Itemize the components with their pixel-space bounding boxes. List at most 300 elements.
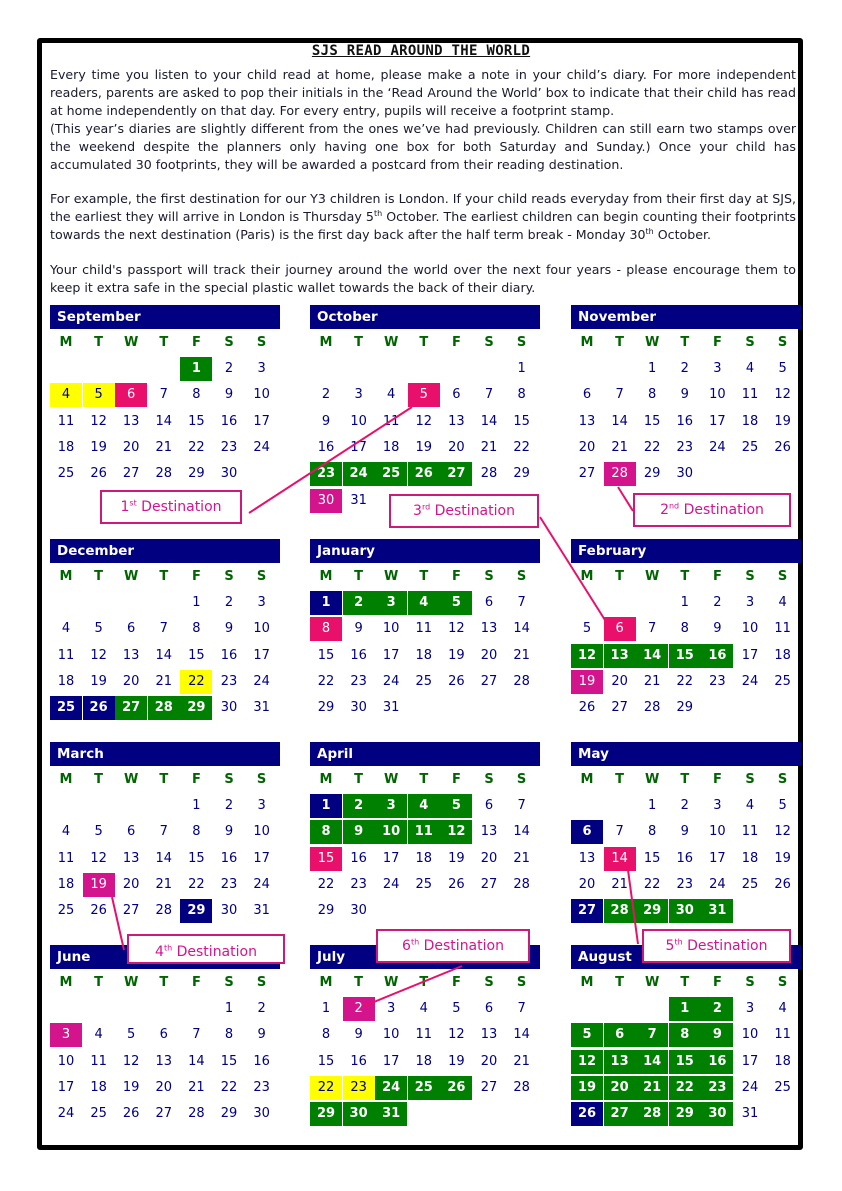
calendar-day: 27 xyxy=(122,466,140,482)
calendar-day: 16 xyxy=(350,1053,367,1069)
weekday-label: M xyxy=(319,335,333,350)
calendar-day: 8 xyxy=(648,387,657,403)
calendar-day: 4 xyxy=(408,794,440,818)
calendar-day: 26 xyxy=(774,439,791,455)
calendar-day: 31 xyxy=(741,1106,759,1122)
weekday-label: S xyxy=(516,975,527,990)
calendar-day: 15 xyxy=(643,850,661,866)
calendar-day: 24 xyxy=(343,462,375,486)
month-header: February xyxy=(571,539,801,563)
calendar-day: 4 xyxy=(778,595,787,610)
calendar-day: 16 xyxy=(701,1050,733,1074)
calendar-day: 13 xyxy=(122,647,140,663)
weekday-label: T xyxy=(159,569,169,584)
calendar-day: 5 xyxy=(440,591,472,615)
calendar-day: 27 xyxy=(571,899,603,923)
calendar-day: 4 xyxy=(61,824,71,840)
calendar-day: 14 xyxy=(636,644,668,668)
calendar-day: 25 xyxy=(415,673,433,689)
weekday-label: S xyxy=(516,335,527,350)
calendar-day: 30 xyxy=(310,489,342,513)
weekday-label: T xyxy=(615,772,625,787)
calendar-day: 23 xyxy=(676,439,694,455)
calendar-day: 20 xyxy=(480,850,498,866)
calendar-day: 31 xyxy=(701,899,733,923)
calendar-day: 5 xyxy=(94,824,103,840)
calendar-day: 7 xyxy=(648,621,657,637)
calendar-day: 21 xyxy=(480,439,498,455)
calendar-day: 3 xyxy=(375,591,407,615)
calendar-day: 17 xyxy=(253,413,270,429)
calendar-day: 15 xyxy=(310,847,342,871)
calendar-day: 30 xyxy=(220,700,238,716)
calendar-day: 11 xyxy=(415,1027,433,1043)
calendar-day: 8 xyxy=(192,824,201,840)
calendar-day: 21 xyxy=(513,647,530,663)
calendar-day: 8 xyxy=(310,820,342,844)
calendar-day: 18 xyxy=(415,1053,433,1069)
calendar-day: 25 xyxy=(50,696,82,720)
calendar-day: 20 xyxy=(122,876,140,892)
calendar-day: 6 xyxy=(582,387,592,403)
calendar-day: 17 xyxy=(741,647,759,663)
calendar-day: 10 xyxy=(350,413,367,429)
calendar-day: 7 xyxy=(192,1027,201,1043)
calendar-day: 28 xyxy=(155,466,173,482)
calendar-day: 24 xyxy=(375,1076,407,1100)
destination-3-label: 3rd Destination xyxy=(389,494,539,528)
calendar-day: 24 xyxy=(57,1106,75,1122)
month-october xyxy=(310,305,540,520)
calendar-day: 25 xyxy=(375,462,407,486)
calendar-day: 10 xyxy=(253,824,270,840)
month-november xyxy=(571,305,801,520)
calendar-day: 20 xyxy=(604,1076,636,1100)
calendar-day: 2 xyxy=(321,387,331,403)
calendar-day: 4 xyxy=(94,1027,103,1043)
calendar-day: 8 xyxy=(310,617,342,641)
weekday-label: S xyxy=(745,772,755,787)
calendar-day: 12 xyxy=(415,413,433,429)
calendar-day: 4 xyxy=(50,383,82,407)
calendar-day: 9 xyxy=(257,1027,266,1043)
calendar-day: 21 xyxy=(513,1053,530,1069)
calendar-day: 7 xyxy=(615,387,624,403)
calendar-day: 28 xyxy=(148,696,180,720)
weekday-label: T xyxy=(680,569,690,584)
calendar-day: 26 xyxy=(448,673,465,689)
calendar-day: 12 xyxy=(571,1050,603,1074)
weekday-label: M xyxy=(59,772,73,787)
calendar-day: 10 xyxy=(382,1027,400,1043)
calendar-day: 18 xyxy=(774,1053,791,1069)
calendar-day: 9 xyxy=(680,824,689,840)
calendar-day: 4 xyxy=(745,798,755,813)
calendar-day: 7 xyxy=(484,387,494,403)
calendar-day: 4 xyxy=(61,621,71,637)
calendar-day: 22 xyxy=(310,1076,342,1100)
weekday-label: M xyxy=(59,975,73,990)
weekday-label: S xyxy=(224,975,234,990)
weekday-label: M xyxy=(319,975,333,990)
calendar-day: 17 xyxy=(253,850,270,866)
calendar-day: 2 xyxy=(713,595,722,610)
weekday-label: S xyxy=(256,975,267,990)
calendar-day: 27 xyxy=(480,1079,498,1095)
calendar-day: 4 xyxy=(387,387,396,403)
weekday-label: W xyxy=(124,772,139,787)
calendar-day: 7 xyxy=(159,621,168,637)
calendar-day: 15 xyxy=(317,647,335,663)
calendar-day: 10 xyxy=(253,621,270,637)
calendar-day: 20 xyxy=(480,1053,498,1069)
destination-4-label: 4th Destination xyxy=(127,934,285,964)
calendar-day: 26 xyxy=(90,466,107,482)
weekday-label: M xyxy=(319,569,333,584)
calendar-day: 19 xyxy=(571,670,603,694)
month-header: July xyxy=(310,945,540,969)
calendar-day: 11 xyxy=(408,820,440,844)
calendar-day: 2 xyxy=(680,361,689,376)
calendar-day: 19 xyxy=(90,439,107,455)
calendar-day: 17 xyxy=(741,1053,759,1069)
calendar-day: 14 xyxy=(604,847,636,871)
calendar-day: 6 xyxy=(484,595,494,610)
weekday-label: T xyxy=(94,569,104,584)
calendar-day: 21 xyxy=(611,876,628,892)
calendar-day: 24 xyxy=(382,673,400,689)
weekday-label: W xyxy=(384,772,399,787)
calendar-day: 1 xyxy=(648,361,657,376)
weekday-label: M xyxy=(580,975,594,990)
calendar-day: 22 xyxy=(676,673,694,689)
weekday-label: W xyxy=(124,335,139,350)
calendar-day: 9 xyxy=(224,387,234,403)
calendar-day: 16 xyxy=(350,850,367,866)
calendar-day: 2 xyxy=(680,798,689,813)
calendar-day: 13 xyxy=(604,644,636,668)
calendar-day: 25 xyxy=(57,466,75,482)
calendar-day: 3 xyxy=(745,1001,755,1016)
calendar-day: 8 xyxy=(648,824,657,840)
weekday-label: T xyxy=(354,335,364,350)
month-header: August xyxy=(571,945,801,969)
calendar-day: 24 xyxy=(709,876,726,892)
month-header: December xyxy=(50,539,280,563)
calendar-day: 3 xyxy=(745,595,755,610)
calendar-day: 21 xyxy=(643,673,661,689)
calendar-day: 21 xyxy=(155,876,173,892)
weekday-label: T xyxy=(419,772,429,787)
calendar-day: 8 xyxy=(517,387,526,403)
weekday-label: F xyxy=(712,335,722,350)
calendar-day: 28 xyxy=(513,673,530,689)
calendar-day: 31 xyxy=(253,700,270,716)
weekday-label: T xyxy=(615,569,625,584)
calendar-day: 10 xyxy=(382,621,400,637)
calendar-day: 31 xyxy=(253,903,270,919)
calendar-day: 31 xyxy=(382,700,400,716)
weekday-label: F xyxy=(712,975,722,990)
calendar-day: 29 xyxy=(676,700,694,716)
weekday-label: W xyxy=(124,975,139,990)
calendar-day: 5 xyxy=(83,383,115,407)
calendar-day: 20 xyxy=(578,439,596,455)
calendar-day: 15 xyxy=(220,1053,238,1069)
calendar-day: 1 xyxy=(192,798,201,813)
calendar-day: 28 xyxy=(604,899,636,923)
calendar-day: 22 xyxy=(513,439,530,455)
calendar-day: 20 xyxy=(611,673,628,689)
calendar-day: 6 xyxy=(127,824,136,840)
weekday-label: F xyxy=(451,975,461,990)
calendar-day: 3 xyxy=(713,798,722,813)
calendar-day: 24 xyxy=(709,439,726,455)
month-header: September xyxy=(50,305,280,329)
weekday-label: S xyxy=(224,335,234,350)
calendar-day: 5 xyxy=(582,621,592,637)
destination-6-label: 6th Destination xyxy=(376,929,530,963)
calendar-day: 9 xyxy=(343,820,375,844)
calendar-day: 3 xyxy=(257,361,266,376)
calendar-day: 24 xyxy=(741,673,759,689)
weekday-label: T xyxy=(680,975,690,990)
destination-5-label: 5th Destination xyxy=(642,929,791,963)
calendar-day: 1 xyxy=(180,357,212,381)
weekday-label: M xyxy=(580,569,594,584)
calendar-day: 25 xyxy=(408,1076,440,1100)
calendar-day: 23 xyxy=(350,876,367,892)
calendar-day: 23 xyxy=(220,673,238,689)
calendar-day: 17 xyxy=(382,1053,400,1069)
calendar-day: 18 xyxy=(57,876,75,892)
calendar-day: 27 xyxy=(480,876,498,892)
calendar-day: 9 xyxy=(224,824,234,840)
weekday-label: W xyxy=(124,569,139,584)
calendar-day: 7 xyxy=(517,798,526,813)
weekday-label: S xyxy=(484,772,494,787)
calendar-day: 13 xyxy=(604,1050,636,1074)
weekday-label: M xyxy=(319,772,333,787)
calendar-day: 7 xyxy=(517,1001,526,1016)
month-header: January xyxy=(310,539,540,563)
weekday-label: F xyxy=(191,772,201,787)
calendar-day: 22 xyxy=(180,670,212,694)
weekday-label: M xyxy=(59,569,73,584)
calendar-day: 29 xyxy=(317,903,335,919)
calendar-day: 28 xyxy=(188,1106,205,1122)
calendar-day: 21 xyxy=(513,850,530,866)
month-header: June xyxy=(50,945,280,969)
calendar-day: 22 xyxy=(220,1079,238,1095)
calendar-day: 3 xyxy=(257,798,266,813)
calendar-day: 3 xyxy=(354,387,363,403)
weekday-label: M xyxy=(580,335,594,350)
calendar-day: 3 xyxy=(387,1001,396,1016)
calendar-day: 19 xyxy=(83,873,115,897)
calendar-day: 16 xyxy=(701,644,733,668)
weekday-label: S xyxy=(256,335,267,350)
weekday-label: S xyxy=(256,569,267,584)
calendar-day: 6 xyxy=(115,383,147,407)
calendar-day: 10 xyxy=(57,1053,75,1069)
weekday-label: S xyxy=(745,569,755,584)
calendar-day: 14 xyxy=(611,413,628,429)
intro-paragraph: Every time you listen to your child read at home, please make a note in your child’s diary. For more independent readers, parents are asked to pop their initials in the ‘Read Around the World’ box to indicate that their child has read at home independently on that day. For every entry, pupils will receive a footprint stamp. xyxy=(50,67,796,118)
calendar-day: 27 xyxy=(604,1102,636,1126)
calendar-day: 17 xyxy=(350,439,367,455)
weekday-label: F xyxy=(451,772,461,787)
weekday-label: S xyxy=(777,569,788,584)
calendar-day: 19 xyxy=(415,439,433,455)
calendar-day: 25 xyxy=(57,903,75,919)
calendar-day: 16 xyxy=(317,439,335,455)
calendar-day: 23 xyxy=(676,876,694,892)
calendar-day: 20 xyxy=(480,647,498,663)
calendar-day: 22 xyxy=(317,673,335,689)
weekday-label: S xyxy=(224,569,234,584)
calendar-day: 11 xyxy=(774,621,791,637)
calendar-day: 27 xyxy=(155,1106,173,1122)
calendar-day: 25 xyxy=(774,1079,791,1095)
weekday-label: F xyxy=(191,975,201,990)
calendar-day: 16 xyxy=(350,647,367,663)
calendar-day: 30 xyxy=(669,899,701,923)
calendar-day: 10 xyxy=(709,824,726,840)
calendar-day: 25 xyxy=(741,439,759,455)
weekday-label: S xyxy=(777,975,788,990)
calendar-day: 12 xyxy=(90,647,107,663)
month-header: October xyxy=(310,305,540,329)
calendar-day: 1 xyxy=(310,591,342,615)
month-february xyxy=(571,539,801,754)
calendar-day: 5 xyxy=(127,1027,136,1043)
calendar-day: 20 xyxy=(578,876,596,892)
calendar-day: 23 xyxy=(350,673,367,689)
calendar-day: 13 xyxy=(122,850,140,866)
month-august xyxy=(571,945,801,1160)
weekday-label: W xyxy=(645,335,660,350)
calendar-day: 5 xyxy=(94,621,103,637)
calendar-day: 28 xyxy=(513,1079,530,1095)
month-december xyxy=(50,539,280,754)
calendar-day: 29 xyxy=(188,466,205,482)
weekday-label: T xyxy=(159,772,169,787)
calendar-day: 7 xyxy=(159,824,168,840)
calendar-day: 22 xyxy=(643,876,661,892)
calendar-day: 1 xyxy=(321,1001,331,1016)
calendar-day: 22 xyxy=(317,876,335,892)
calendar-day: 29 xyxy=(220,1106,238,1122)
calendar-day: 11 xyxy=(382,413,400,429)
calendar-day: 25 xyxy=(90,1106,107,1122)
calendar-day: 30 xyxy=(220,903,238,919)
calendar-day: 13 xyxy=(480,824,498,840)
calendar-day: 1 xyxy=(680,595,689,610)
calendar-day: 27 xyxy=(480,673,498,689)
weekday-label: F xyxy=(191,569,201,584)
calendar-day: 18 xyxy=(415,850,433,866)
calendar-day: 13 xyxy=(480,621,498,637)
weekday-label: T xyxy=(615,975,625,990)
calendar-day: 26 xyxy=(571,1102,603,1126)
calendar-day: 11 xyxy=(90,1053,107,1069)
calendar-day: 19 xyxy=(90,673,107,689)
calendar-day: 1 xyxy=(224,1001,234,1016)
calendar-day: 6 xyxy=(484,1001,494,1016)
calendar-day: 3 xyxy=(50,1023,82,1047)
calendar-day: 31 xyxy=(350,492,367,508)
calendar-day: 28 xyxy=(155,903,173,919)
calendar-day: 28 xyxy=(513,876,530,892)
calendar-day: 25 xyxy=(415,876,433,892)
calendar-day: 17 xyxy=(253,647,270,663)
weekday-label: T xyxy=(419,335,429,350)
calendar-day: 5 xyxy=(571,1023,603,1047)
weekday-label: T xyxy=(680,335,690,350)
calendar-day: 15 xyxy=(513,413,530,429)
calendar-day: 19 xyxy=(774,413,791,429)
calendar-day: 12 xyxy=(774,824,791,840)
calendar-day: 17 xyxy=(382,850,400,866)
calendar-day: 26 xyxy=(774,876,791,892)
weekday-label: M xyxy=(59,335,73,350)
calendar-day: 30 xyxy=(253,1106,270,1122)
weekday-label: T xyxy=(354,772,364,787)
calendar-day: 28 xyxy=(636,1102,668,1126)
calendar-day: 23 xyxy=(253,1079,270,1095)
calendar-day: 13 xyxy=(480,1027,498,1043)
calendar-day: 15 xyxy=(643,413,661,429)
weekday-label: T xyxy=(354,569,364,584)
calendar-day: 6 xyxy=(159,1027,168,1043)
calendar-day: 2 xyxy=(343,794,375,818)
weekday-label: T xyxy=(94,772,104,787)
calendar-day: 24 xyxy=(382,876,400,892)
calendar-day: 3 xyxy=(713,361,722,376)
calendar-day: 4 xyxy=(419,1001,428,1016)
calendar-day: 5 xyxy=(408,383,440,407)
calendar-day: 14 xyxy=(155,647,173,663)
weekday-label: T xyxy=(159,975,169,990)
calendar-day: 6 xyxy=(604,1023,636,1047)
calendar-day: 18 xyxy=(415,647,433,663)
calendar-day: 30 xyxy=(350,700,367,716)
calendar-day: 15 xyxy=(669,644,701,668)
calendar-day: 25 xyxy=(774,673,791,689)
calendar-day: 4 xyxy=(408,591,440,615)
calendar-day: 1 xyxy=(310,794,342,818)
weekday-label: W xyxy=(384,569,399,584)
calendar-day: 7 xyxy=(636,1023,668,1047)
calendar-day: 2 xyxy=(257,1001,266,1016)
calendar-day: 18 xyxy=(774,647,791,663)
calendar-day: 1 xyxy=(648,798,657,813)
calendar-day: 10 xyxy=(375,820,407,844)
calendar-day: 24 xyxy=(253,876,270,892)
calendar-day: 5 xyxy=(778,798,787,813)
calendar-day: 15 xyxy=(188,647,205,663)
destination-1-label: 1st Destination xyxy=(100,490,242,524)
calendar-day: 10 xyxy=(253,387,270,403)
calendar-day: 24 xyxy=(253,673,270,689)
calendar-day: 18 xyxy=(382,439,400,455)
weekday-label: S xyxy=(516,569,527,584)
month-header: March xyxy=(50,742,280,766)
calendar-day: 3 xyxy=(375,794,407,818)
weekday-label: S xyxy=(224,772,234,787)
calendar-day: 20 xyxy=(448,439,465,455)
